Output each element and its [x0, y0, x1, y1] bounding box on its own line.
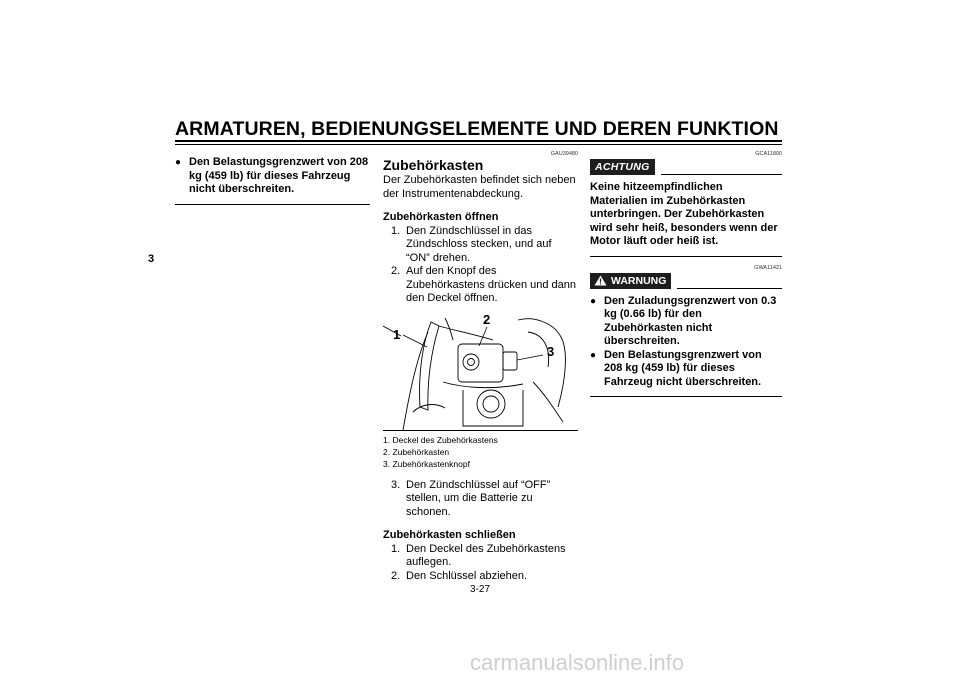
warning-code: GWA11421: [754, 264, 782, 271]
caption-2: 2. Zubehörkasten: [383, 446, 450, 457]
middle-column: [383, 151, 578, 583]
caution-code: GCA11800: [755, 151, 782, 157]
section-heading: Zubehörkasten: [383, 157, 484, 173]
figure-captions: [383, 434, 578, 470]
load-limit-note: Den Belastungsgrenzwert von 208 kg (459 lb) für dieses Fahrzeug nicht überschreiten.: [189, 156, 369, 195]
step-text: Den Schlüssel abziehen.: [406, 569, 528, 582]
list-item: [391, 543, 578, 570]
step-number: 1.: [391, 542, 401, 555]
caution-header-rule: [661, 174, 782, 175]
list-item: [590, 349, 782, 390]
list-item: [175, 156, 370, 197]
bullet-icon: ●: [175, 157, 182, 168]
callout-1: 1: [393, 326, 401, 342]
warning-banner: [590, 273, 671, 289]
callout-3: 3: [547, 343, 555, 359]
intro-text: Der Zubehörkasten befindet sich neben der Instrumentenabdeckung.: [383, 174, 576, 200]
caution-banner: ACHTUNG: [590, 159, 655, 175]
caution-divider: [590, 256, 782, 257]
list-item: [391, 225, 578, 266]
step-number: 1.: [391, 224, 401, 237]
list-item: [391, 570, 578, 584]
section-divider: [175, 204, 370, 205]
step-number: 2.: [391, 569, 401, 582]
warning-bullet-1: Den Zuladungsgrenzwert von 0.3 kg (0.66 lb) für den Zubehörkasten nicht überschreiten.: [604, 294, 777, 347]
left-column: [175, 156, 370, 205]
accessory-box-illustration: [383, 312, 578, 430]
bullet-icon: ●: [590, 349, 597, 361]
caution-header: [590, 159, 782, 175]
warning-header-rule: [677, 288, 782, 289]
step-text: Den Zündschlüssel in das Zündschloss stecken, und auf “ON” drehen.: [406, 224, 552, 264]
list-item: [590, 295, 782, 349]
caption-1: 1. Deckel des Zubehörkastens: [383, 434, 498, 445]
figure-accessory-box: [383, 312, 578, 430]
warning-divider: [590, 396, 782, 397]
warning-list: [590, 295, 782, 390]
caption-3: 3. Zubehörkastenknopf: [383, 458, 470, 469]
step-text: Den Zündschlüssel auf “OFF” stellen, um die Batterie zu schonen.: [406, 478, 551, 518]
list-item: [391, 265, 578, 306]
section-code: GAU39480: [550, 151, 578, 157]
open-heading: Zubehörkasten öffnen: [383, 211, 499, 223]
caution-text: Keine hitzeempfindlichen Materialien im Zubehörkasten unterbringen. Der Zubehörkasten wird sehr heiß, besonders wenn der Motor läuft oder heiß ist.: [590, 181, 778, 247]
open-step-3: [383, 479, 578, 520]
box-lid: [420, 322, 439, 410]
close-heading: Zubehörkasten schließen: [383, 529, 516, 541]
open-steps: [383, 225, 578, 306]
right-column: [590, 151, 782, 397]
callout-2: 2: [483, 311, 491, 327]
warning-label: WARNUNG: [611, 274, 667, 287]
close-steps: [383, 543, 578, 584]
step-number: 3.: [391, 478, 401, 491]
step-text: Auf den Knopf des Zubehörkastens drücken und dann den Deckel öffnen.: [406, 265, 577, 304]
watermark: carmanualsonline.info: [470, 650, 685, 675]
step-text: Den Deckel des Zubehörkastens auflegen.: [406, 542, 566, 568]
warning-bullet-2: Den Belastungsgrenzwert von 208 kg (459 lb) für dieses Fahrzeug nicht überschreiten.: [604, 348, 762, 388]
page-number: 3-27: [469, 584, 490, 595]
step-number: 2.: [391, 265, 401, 277]
list-item: [391, 479, 578, 520]
chapter-tab: 3: [147, 253, 155, 265]
title-rule: [175, 140, 782, 142]
warning-triangle-icon: [594, 275, 607, 286]
page-title: ARMATUREN, BEDIENUNGSELEMENTE UND DEREN FUNKTION: [175, 118, 779, 140]
warning-header: [590, 273, 782, 289]
box-body: [458, 344, 503, 382]
title-rule-thin: [175, 144, 782, 145]
box-knob: [503, 352, 517, 370]
bullet-icon: ●: [590, 295, 597, 307]
